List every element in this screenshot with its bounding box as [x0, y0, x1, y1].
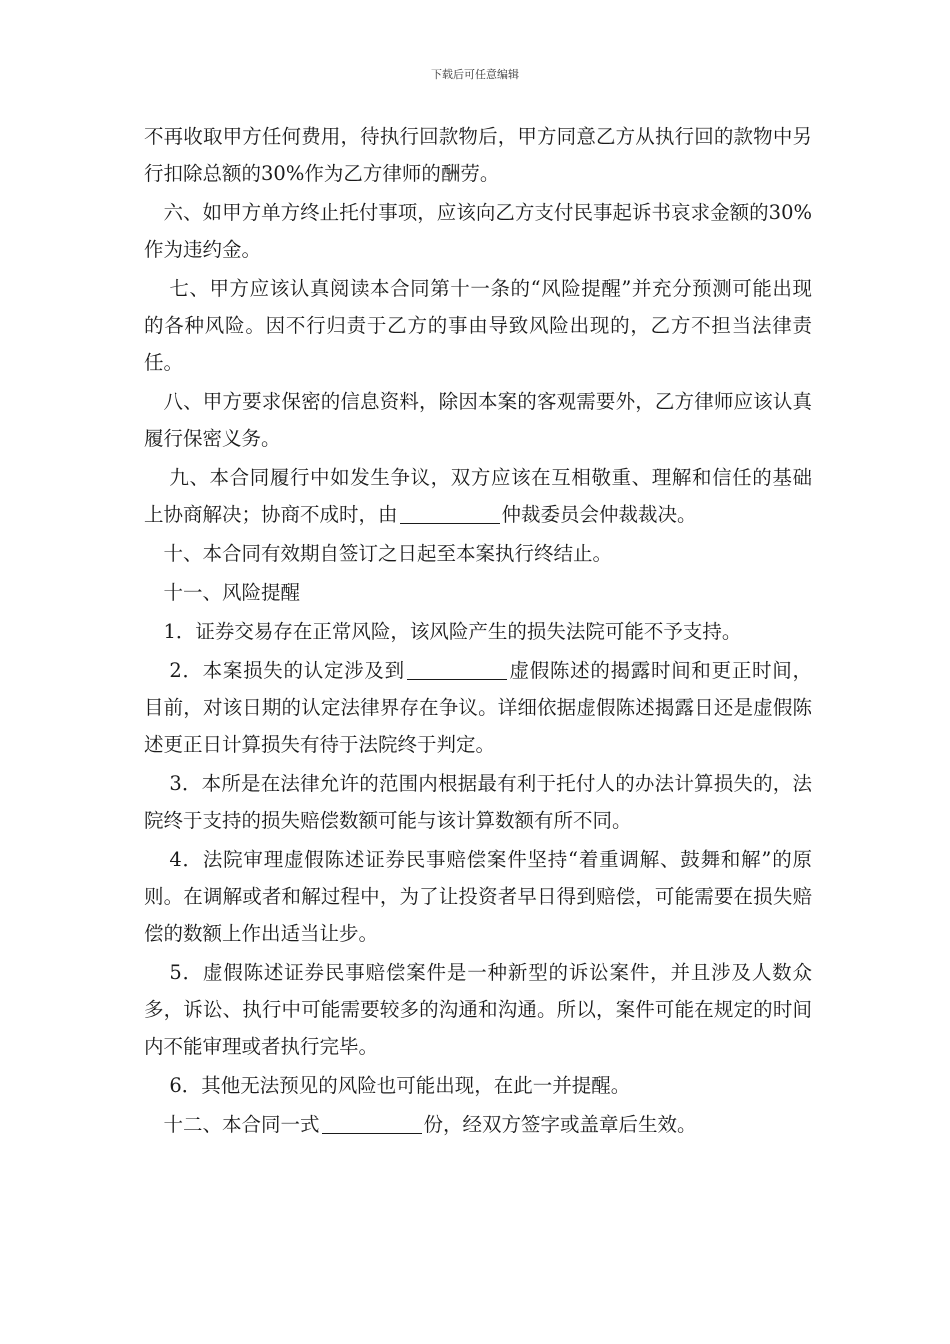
copies-blank [322, 1113, 422, 1134]
arbitration-blank [400, 503, 500, 524]
company-blank [407, 659, 507, 680]
risk-item-6: 6．其他无法预见的风险也可能出现，在此一并提醒。 [169, 1074, 631, 1097]
clause-9 [144, 459, 812, 533]
risk-item-2-text-before: 2．本案损失的认定涉及到 [169, 659, 405, 682]
risk-item-1: 1．证券交易存在正常风险，该风险产生的损失法院可能不予支持。 [163, 620, 742, 643]
clause-12-text-before: 十二、本合同一式 [163, 1113, 320, 1136]
clause-9-text-after: 仲裁委员会仲裁裁决。 [501, 503, 697, 526]
risk-item-4: 4．法院审理虚假陈述证券民事赔偿案件坚持“着重调解、鼓舞和解”的原则。在调解或者和解过程中，为了让投资者早日得到赔偿，可能需要在损失赔偿的数额上作出适当让步。 [144, 848, 812, 945]
clause-6: 六、如甲方单方终止托付事项，应该向乙方支付民事起诉书哀求金额的30%作为违约金。 [144, 201, 812, 261]
clause-10: 十、本合同有效期自签订之日起至本案执行终结止。 [163, 542, 613, 565]
risk-item-2-text-after: 虚假陈述的揭露时间和更正时间，目前，对该日期的认定法律界存在争议。详细依据虚假陈述揭露日还是虚假陈述更正日计算损失有待于法院终于判定。 [144, 659, 812, 756]
clause-12-text-after: 份，经双方签字或盖章后生效。 [423, 1113, 697, 1136]
clause-8: 八、甲方要求保密的信息资料，除因本案的客观需要外，乙方律师应该认真履行保密义务。 [144, 390, 812, 450]
clause-7: 七、甲方应该认真阅读本合同第十一条的“风险提醒”并充分预测可能出现的各种风险。因不行归责于乙方的事由导致风险出现的，乙方不担当法律责任。 [144, 277, 812, 374]
risk-item-2 [144, 652, 812, 763]
clause-12 [144, 1106, 812, 1143]
document-body [144, 118, 812, 1145]
clause-11-heading: 十一、风险提醒 [163, 581, 301, 604]
paragraph-continuation: 不再收取甲方任何费用，待执行回款物后，甲方同意乙方从执行回的款物中另行扣除总额的30%作为乙方律师的酬劳。 [144, 125, 812, 185]
risk-item-5: 5．虚假陈述证券民事赔偿案件是一种新型的诉讼案件，并且涉及人数众多，诉讼、执行中可能需要较多的沟通和沟通。所以，案件可能在规定的时间内不能审理或者执行完毕。 [144, 961, 812, 1058]
risk-item-3: 3．本所是在法律允许的范围内根据最有利于托付人的办法计算损失的，法院终于支持的损失赔偿数额可能与该计算数额有所不同。 [144, 772, 812, 832]
clause-9-text-before: 九、本合同履行中如发生争议，双方应该在互相敬重、理解和信任的基础上协商解决；协商不成时，由 [144, 466, 812, 526]
page-header: 下载后可任意编辑 [431, 68, 519, 81]
